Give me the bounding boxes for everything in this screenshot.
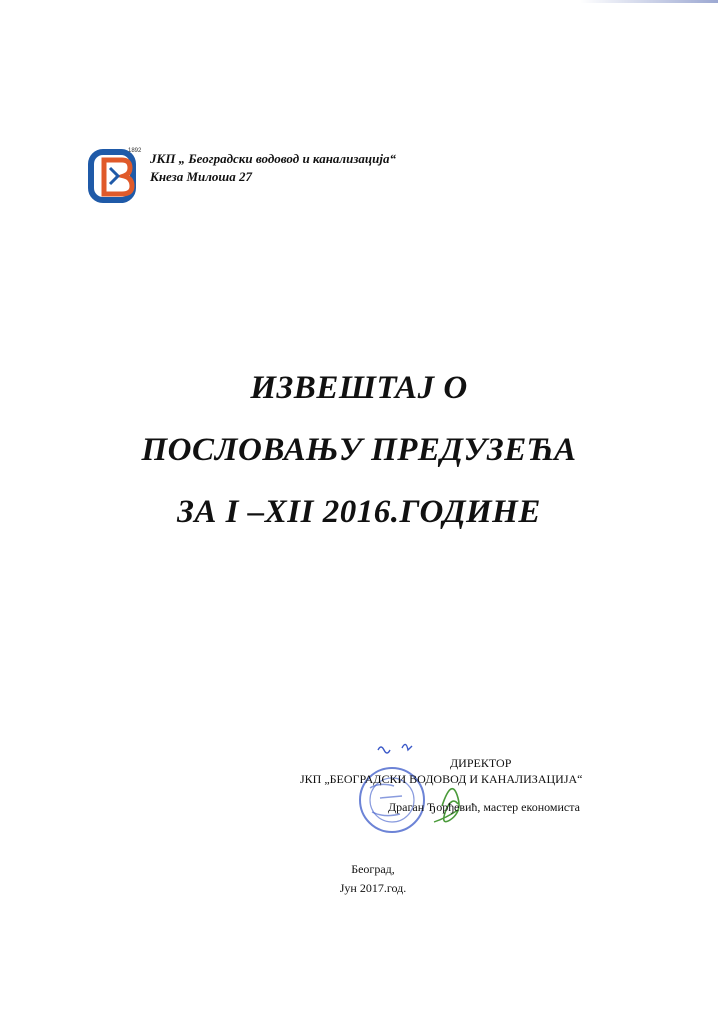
director-role: ДИРЕКТОР (450, 756, 512, 770)
date: Јун 2017.год. (339, 881, 407, 895)
place: Београд, (351, 862, 395, 876)
report-title-line-2: ПОСЛОВАЊУ ПРЕДУЗЕЋА (141, 432, 577, 468)
company-header (150, 150, 396, 186)
company-name: ЈКП „ Београдски водовод и канализација“ (150, 151, 396, 166)
logo-year: 1892 (128, 148, 142, 154)
director-name: Драган Ђорђевић, мастер економиста (388, 800, 580, 814)
place-date-block (318, 860, 428, 898)
company-address: Кнеза Милоша 27 (150, 169, 252, 184)
scan-edge (580, 0, 718, 3)
director-organization: ЈКП „БЕОГРАДСКИ ВОДОВОД И КАНАЛИЗАЦИЈА“ (300, 772, 583, 786)
report-title-line-1: ИЗВЕШТАЈ О (250, 370, 468, 406)
report-title-line-3: ЗА I –XII 2016.ГОДИНЕ (177, 494, 541, 530)
company-logo-icon (88, 146, 142, 206)
